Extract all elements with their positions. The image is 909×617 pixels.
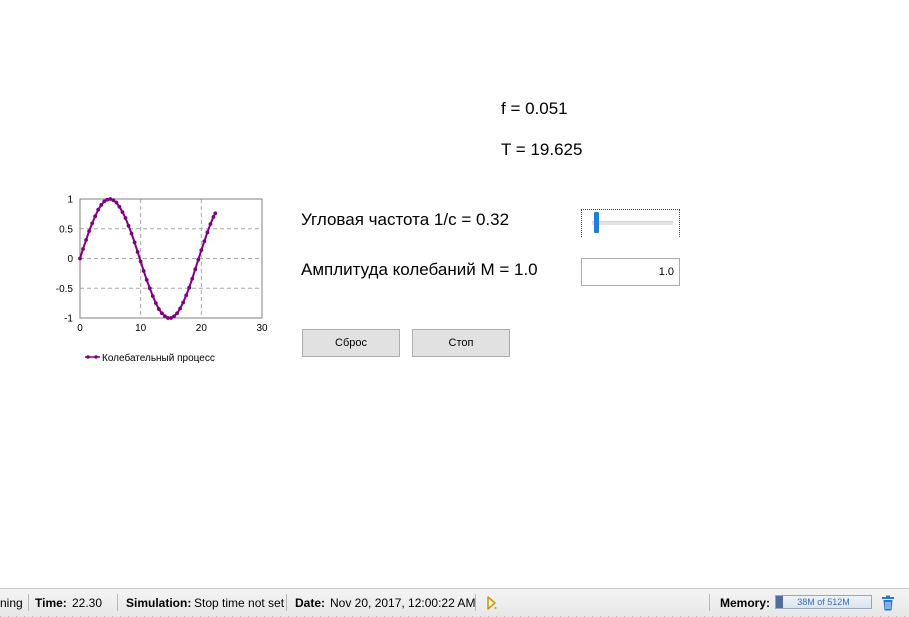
- data-point: [175, 311, 179, 315]
- data-point: [90, 221, 94, 225]
- status-separator: [286, 594, 287, 611]
- data-point: [206, 230, 210, 234]
- x-tick-label: 30: [256, 323, 268, 334]
- data-point: [184, 293, 188, 297]
- data-point: [193, 267, 197, 271]
- frequency-readout: f = 0.051: [501, 99, 568, 118]
- y-tick-label: 1: [67, 194, 73, 206]
- data-point: [124, 216, 128, 220]
- data-point: [99, 203, 103, 207]
- status-separator: [28, 594, 29, 611]
- x-tick-label: 20: [195, 323, 207, 334]
- data-point: [121, 210, 125, 214]
- date-value: Nov 20, 2017, 12:00:22 AM: [330, 596, 476, 610]
- legend-label: Колебательный процесс: [102, 353, 215, 364]
- status-bar: [0, 588, 909, 617]
- data-point: [212, 215, 216, 219]
- date-label: Date:: [295, 596, 326, 610]
- y-tick-labels: [56, 195, 74, 325]
- memory-value: 38M of 512M: [797, 597, 850, 607]
- data-point: [115, 201, 119, 205]
- time-value: 22.30: [72, 596, 103, 610]
- data-point: [160, 311, 164, 315]
- period-readout: T = 19.625: [501, 140, 583, 159]
- y-tick-label: -1: [64, 313, 73, 325]
- stop-button[interactable]: Стоп: [412, 329, 510, 357]
- data-point: [84, 238, 88, 242]
- data-point: [93, 214, 97, 218]
- time-label: Time:: [35, 596, 67, 610]
- data-point: [213, 211, 217, 215]
- data-point: [118, 205, 122, 209]
- series-layer: [78, 197, 217, 320]
- chart-legend: [85, 352, 215, 364]
- data-point: [127, 224, 131, 228]
- angular-frequency-label: Угловая частота 1/с = 0.32: [301, 210, 510, 229]
- data-point: [181, 301, 185, 305]
- x-tick-label: 0: [77, 323, 83, 334]
- status-separator: [117, 594, 118, 611]
- data-point: [87, 229, 91, 233]
- y-tick-label: 0.5: [59, 224, 73, 236]
- amplitude-input[interactable]: [581, 258, 680, 286]
- data-point: [196, 258, 200, 262]
- x-tick-labels: [77, 323, 268, 334]
- data-point: [187, 286, 191, 290]
- data-point: [190, 277, 194, 281]
- legend-marker: [94, 355, 98, 359]
- data-point: [172, 314, 176, 318]
- slider-thumb[interactable]: [594, 212, 599, 233]
- legend-marker: [86, 355, 90, 359]
- data-point: [139, 260, 143, 264]
- data-point: [154, 301, 158, 305]
- data-point: [142, 269, 146, 273]
- data-point: [96, 208, 100, 212]
- data-point: [81, 247, 85, 251]
- y-tick-label: 0: [67, 254, 73, 265]
- data-point: [151, 294, 155, 298]
- memory-bar: [775, 595, 872, 609]
- simulation-value: Stop time not set: [194, 596, 285, 610]
- slider-track[interactable]: [592, 221, 673, 225]
- oscillation-chart: [55, 190, 285, 380]
- data-point: [202, 239, 206, 243]
- chart-grid: [80, 199, 262, 318]
- angular-frequency-slider[interactable]: [581, 209, 680, 237]
- status-separator: [709, 594, 710, 611]
- memory-label: Memory:: [720, 596, 771, 610]
- play-icon[interactable]: [486, 596, 498, 610]
- run-state: ning: [0, 596, 23, 610]
- data-point: [136, 250, 140, 254]
- x-tick-label: 10: [135, 323, 147, 334]
- memory-bar-fill: [776, 596, 783, 608]
- reset-button[interactable]: Сброс: [302, 329, 400, 357]
- data-point: [145, 278, 149, 282]
- y-tick-label: -0.5: [55, 283, 73, 295]
- data-point: [130, 232, 134, 236]
- data-point: [199, 248, 203, 252]
- data-point: [111, 198, 115, 202]
- data-point: [178, 307, 182, 311]
- trash-icon[interactable]: [881, 595, 895, 611]
- data-point: [78, 257, 82, 261]
- amplitude-label: Амплитуда колебаний M = 1.0: [301, 260, 538, 279]
- data-point: [157, 307, 161, 311]
- data-point: [148, 286, 152, 290]
- status-separator: [475, 594, 476, 611]
- data-point: [133, 241, 137, 245]
- data-point: [209, 222, 213, 226]
- simulation-label: Simulation:: [126, 596, 192, 610]
